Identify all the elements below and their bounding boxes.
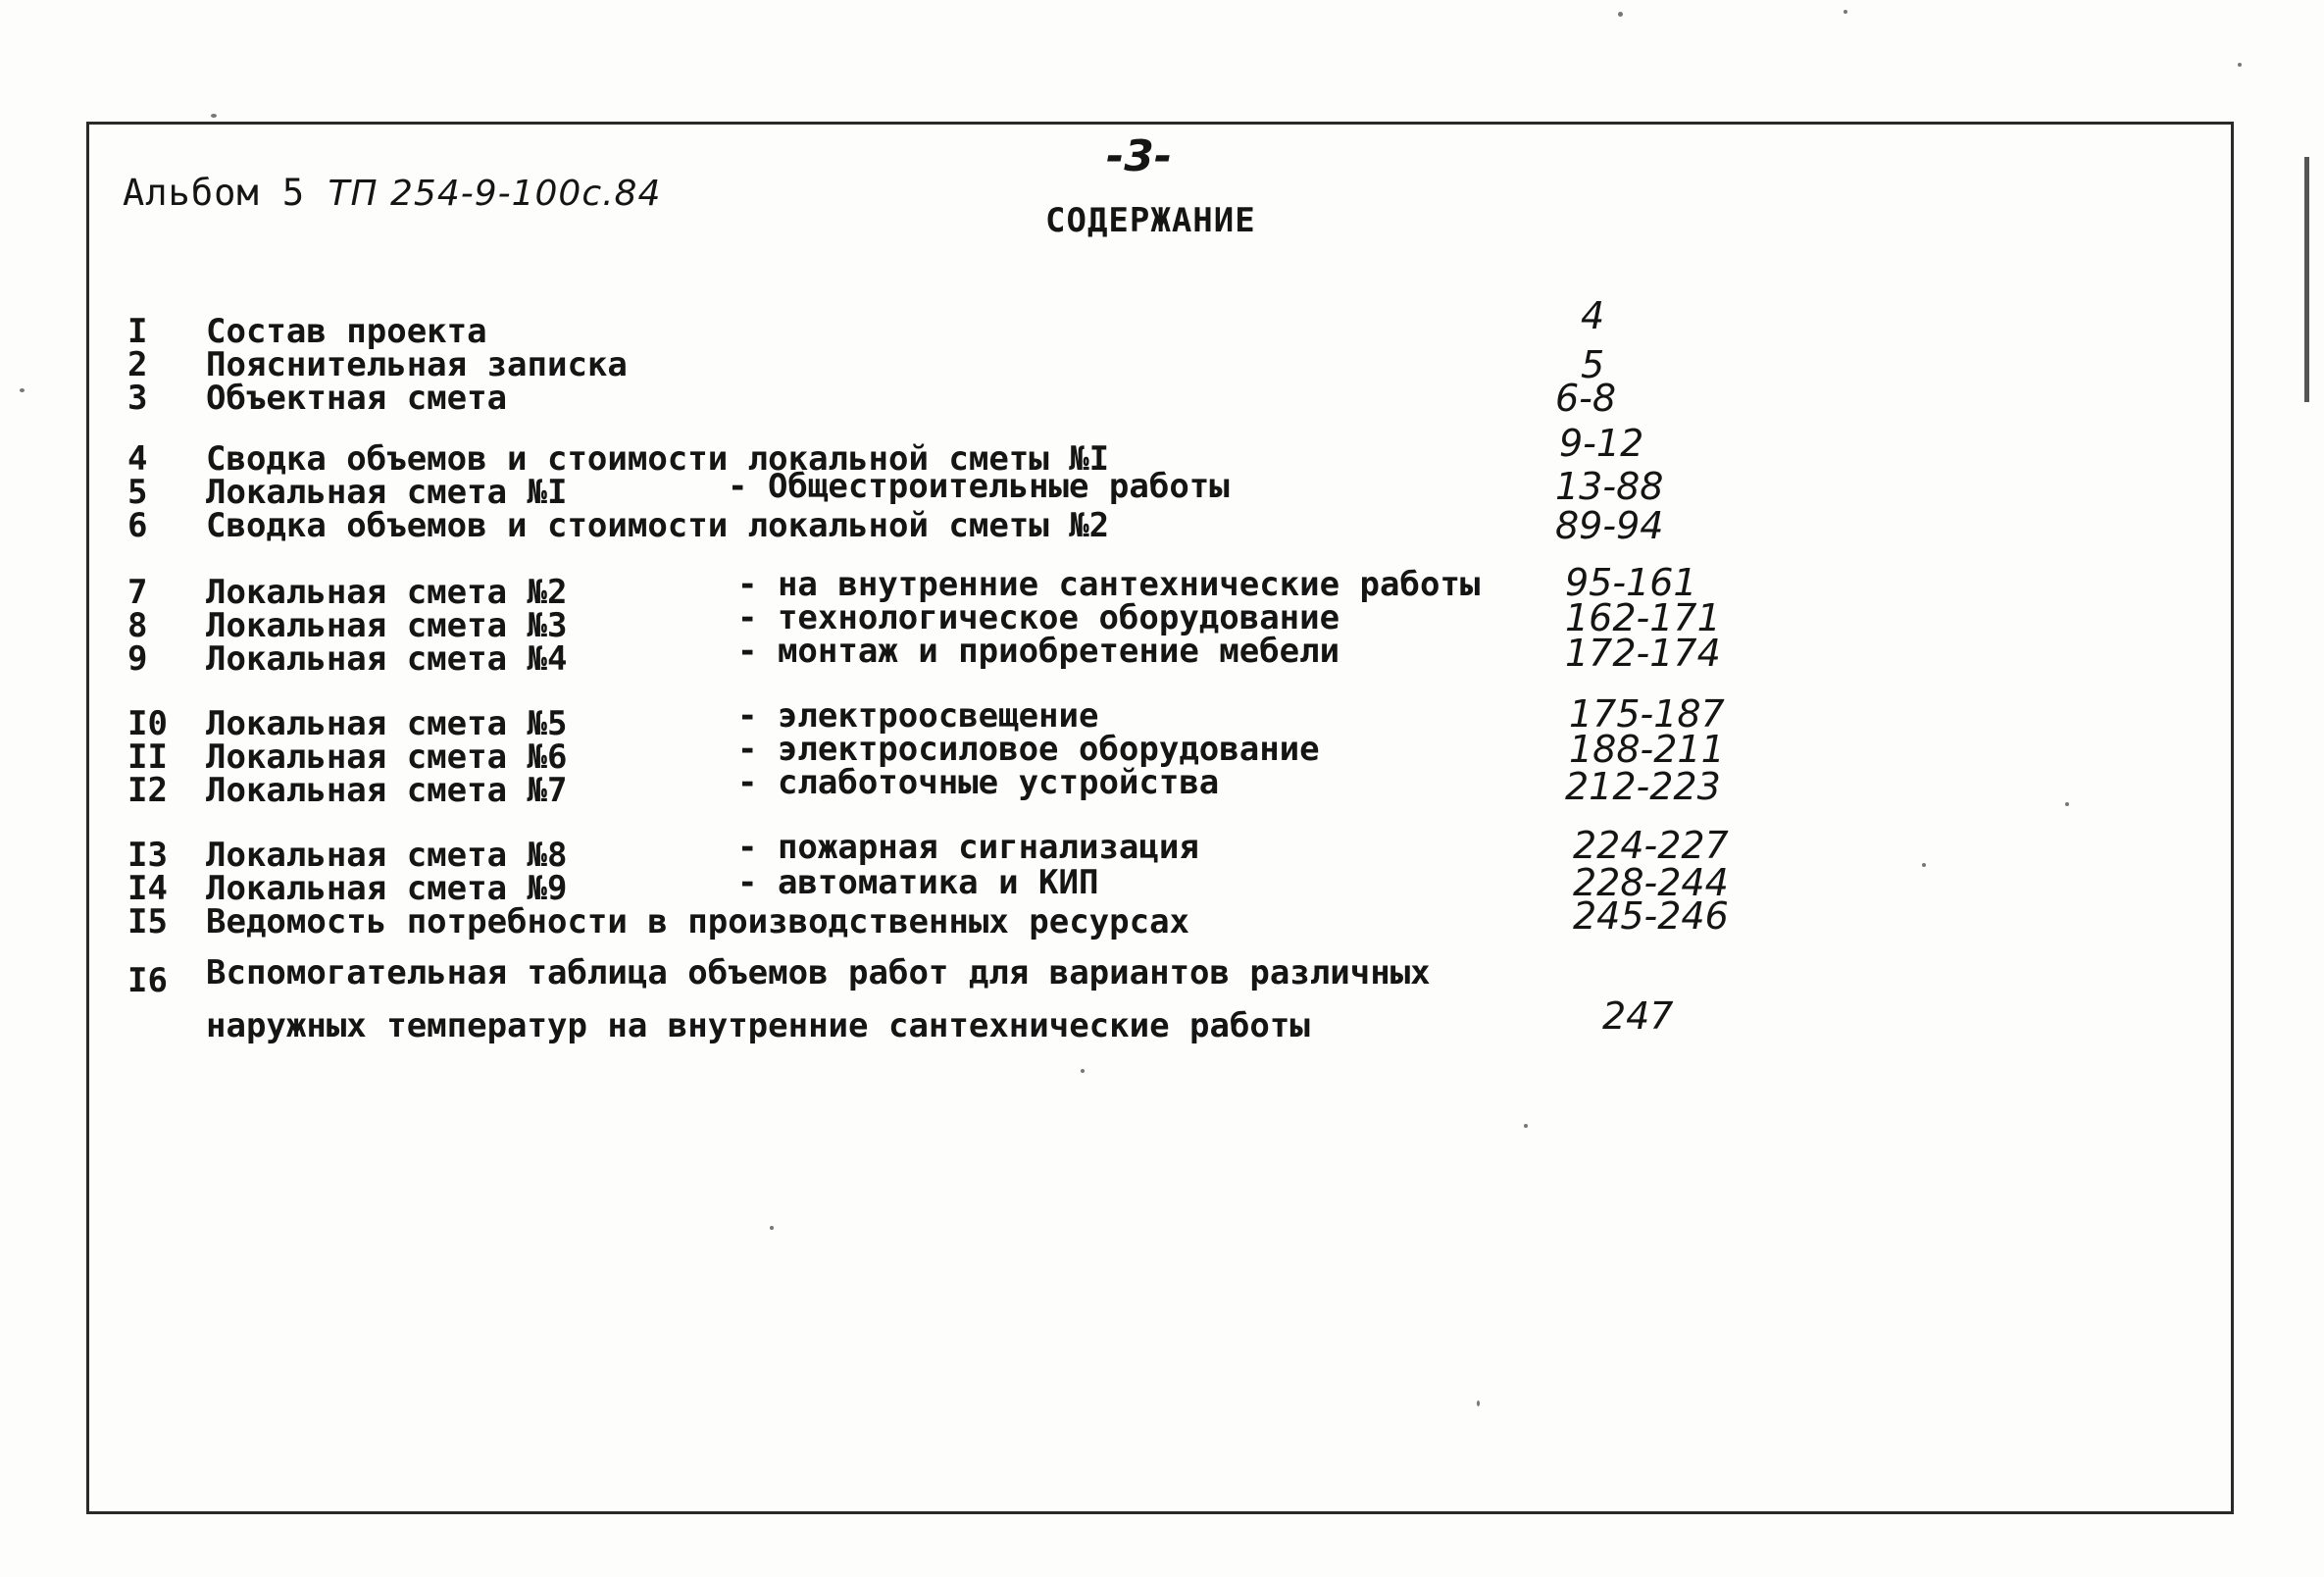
toc-pages: 245-246 <box>1573 894 1729 938</box>
scan-speck <box>770 1226 774 1230</box>
toc-number: 9 <box>127 639 148 679</box>
toc-number: I <box>127 312 148 351</box>
scan-speck <box>20 388 25 392</box>
scan-speck <box>2238 63 2242 67</box>
toc-title: Локальная смета №8 <box>206 836 568 875</box>
toc-number: I3 <box>127 836 168 875</box>
album-prefix: Альбом 5 <box>123 172 306 214</box>
toc-description: - автоматика и КИП <box>737 863 1099 902</box>
toc-row <box>0 504 2324 547</box>
toc-number: 6 <box>127 506 148 545</box>
toc-pages: 172-174 <box>1565 632 1721 675</box>
album-code: ТП 254-9-100с.84 <box>328 174 662 214</box>
toc-title: Локальная смета №6 <box>206 738 568 777</box>
toc-description: - электросиловое оборудование <box>737 730 1320 769</box>
album-label <box>123 172 661 214</box>
toc-title: Локальная смета №2 <box>206 573 568 612</box>
toc-number: 8 <box>127 606 148 645</box>
toc-pages: 95-161 <box>1565 561 1697 604</box>
toc-pages: 212-223 <box>1565 765 1721 808</box>
scan-edge <box>2304 157 2309 402</box>
toc-number: II <box>127 738 168 777</box>
toc-row <box>0 343 2324 386</box>
toc-title: Локальная смета №4 <box>206 639 568 679</box>
toc-description: - на внутренние сантехнические работы <box>737 565 1481 604</box>
toc-pages: 13-88 <box>1555 465 1664 508</box>
toc-pages: 175-187 <box>1569 692 1725 736</box>
toc-title: Объектная смета <box>206 379 508 418</box>
page-title: СОДЕРЖАНИЕ <box>1045 201 1256 240</box>
scan-speck <box>1922 863 1926 867</box>
toc-description: - слаботочные устройства <box>737 763 1220 802</box>
toc-number: 4 <box>127 439 148 479</box>
toc-title: наружных температур на внутренние сантехнические работы <box>206 1006 1310 1045</box>
toc-pages: 4 <box>1581 294 1605 337</box>
toc-number: I5 <box>127 902 168 941</box>
toc-title: Сводка объемов и стоимости локальной сметы №2 <box>206 506 1110 545</box>
scan-speck <box>1618 12 1623 17</box>
toc-title: Локальная смета №3 <box>206 606 568 645</box>
toc-title: Вспомогательная таблица объемов работ для вариантов различных <box>206 953 1431 992</box>
toc-number: 2 <box>127 345 148 384</box>
toc-row <box>0 763 2324 810</box>
toc-pages: 5 <box>1581 343 1605 386</box>
toc-pages: 188-211 <box>1569 728 1725 771</box>
scan-speck <box>1524 1124 1528 1128</box>
toc-row <box>0 632 2324 679</box>
toc-pages: 228-244 <box>1573 861 1729 904</box>
scan-speck <box>1477 1400 1480 1406</box>
toc-number: 7 <box>127 573 148 612</box>
toc-pages: 224-227 <box>1573 824 1729 867</box>
toc-pages: 162-171 <box>1565 596 1721 639</box>
toc-title: Пояснительная записка <box>206 345 628 384</box>
toc-title: Локальная смета №9 <box>206 869 568 908</box>
scan-speck <box>1081 1069 1085 1073</box>
toc-row <box>0 465 2324 512</box>
toc-number: 5 <box>127 473 148 512</box>
toc-row <box>0 294 2324 351</box>
toc-description: - монтаж и приобретение мебели <box>737 632 1340 671</box>
toc-row <box>0 994 2324 1045</box>
toc-number: I6 <box>127 961 168 1000</box>
toc-pages: 247 <box>1602 994 1674 1038</box>
toc-title: Локальная смета №7 <box>206 771 568 810</box>
toc-title: Локальная смета №I <box>206 473 568 512</box>
toc-pages: 9-12 <box>1559 422 1644 465</box>
page-number: -3- <box>1106 131 1173 181</box>
toc-number: I0 <box>127 704 168 743</box>
toc-description: - электроосвещение <box>737 696 1099 736</box>
toc-row <box>0 861 2324 908</box>
toc-description: - технологическое оборудование <box>737 598 1340 637</box>
toc-row <box>0 894 2324 941</box>
toc-title: Локальная смета №5 <box>206 704 568 743</box>
scan-speck <box>211 114 217 118</box>
toc-title: Ведомость потребности в производственных ресурсах <box>206 902 1190 941</box>
toc-title: Сводка объемов и стоимости локальной сметы №I <box>206 439 1110 479</box>
toc-number: I4 <box>127 869 168 908</box>
scan-speck <box>2065 802 2069 806</box>
toc-number: I2 <box>127 771 168 810</box>
toc-description: - Общестроительные работы <box>728 467 1230 506</box>
toc-description: - пожарная сигнализация <box>737 828 1199 867</box>
toc-row <box>0 953 2324 1000</box>
toc-number: 3 <box>127 379 148 418</box>
toc-pages: 89-94 <box>1555 504 1664 547</box>
toc-pages: 6-8 <box>1555 377 1617 420</box>
scan-speck <box>1844 10 1847 14</box>
toc-title: Состав проекта <box>206 312 487 351</box>
toc-row <box>0 824 2324 875</box>
toc-row <box>0 377 2324 420</box>
